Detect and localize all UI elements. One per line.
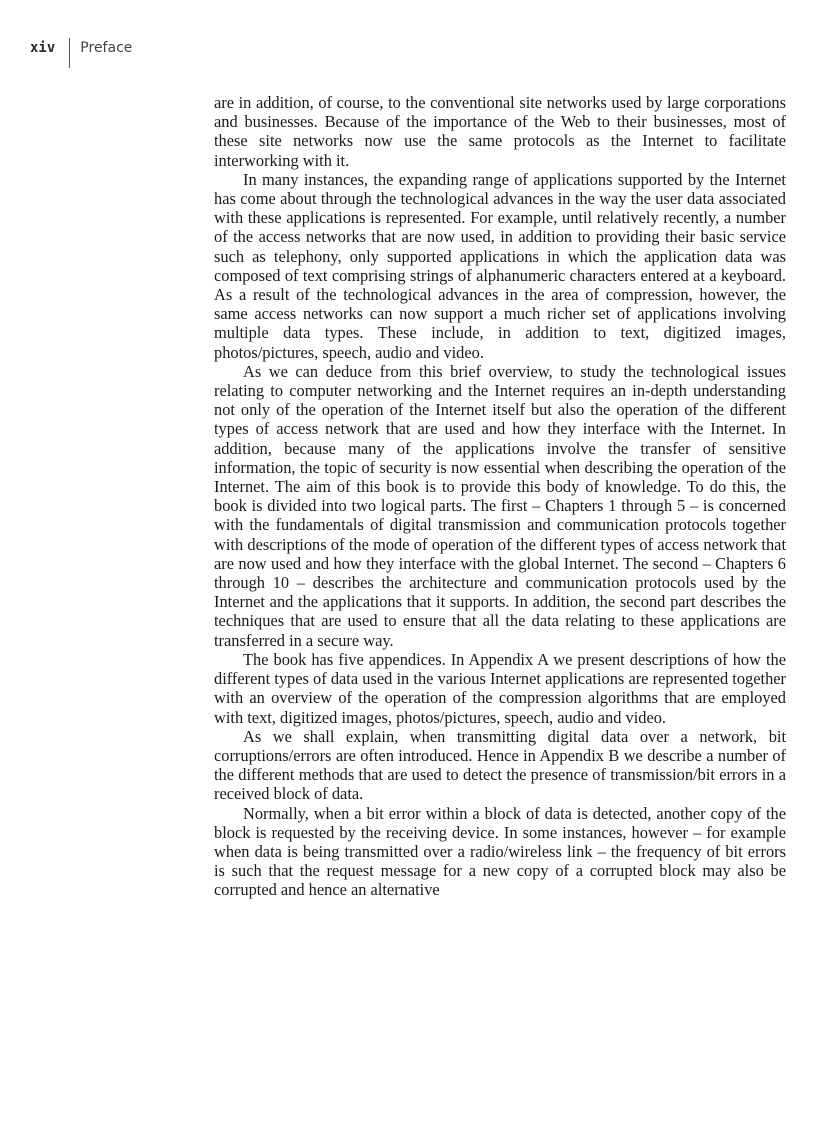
paragraph: As we can deduce from this brief overview, to study the technological issues relating to computer networking and the Internet requires an in-depth understanding not only of the operation of the Internet itself but also the operation of the different types of access network that are used and how they interface with the Internet. In addition, because many of the applications involve the transfer of sensitive information, the topic of security is now essential when describing the operation of the Internet. The aim of this book is to provide this body of knowledge. To do this, the book is divided into two logical parts. The first – Chapters 1 through 5 – is concerned with the fundamentals of digital transmission and communication protocols together with descriptions of the mode of operation of the different types of access network that are now used and how they interface with the global Internet. The second – Chapters 6 through 10 – describes the architecture and communication protocols used by the Internet and the applications that it supports. In addition, the second part describes the techniques that are used to ensure that all the data relating to these applications are transferred in a secure way. (214, 361, 786, 650)
paragraph: The book has five appendices. In Appendix A we present descriptions of how the different types of data used in the various Internet applications are represented together with an overview of the operation of the compression algorithms that are employed with text, digitized images, photos/pictures, speech, audio and video. (214, 649, 786, 727)
paragraph: are in addition, of course, to the conventional site networks used by large corporations and businesses. Because of the importance of the Web to their businesses, most of these site networks now use the same protocols as the Internet to facilitate interworking with it. (214, 93, 786, 170)
paragraph: As we shall explain, when transmitting digital data over a network, bit corruptions/errors are often introduced. Hence in Appendix B we describe a number of the different methods that are used to detect the presence of transmission/bit errors in a received block of data. (214, 726, 786, 804)
running-head (30, 38, 132, 68)
paragraph: In many instances, the expanding range of applications supported by the Internet has come about through the technological advances in the way the user data associated with these applications is represented. For example, until relatively recently, a number of the access networks that are now used, in addition to providing their basic service such as telephony, only supported applications in which the application data was composed of text comprising strings of alphanumeric characters entered at a keyboard. As a result of the technological advances in the area of compression, however, the same access networks can now support a much richer set of applications involving multiple data types. These include, in addition to text, digitized images, photos/pictures, speech, audio and video. (214, 169, 786, 362)
header-divider (69, 38, 70, 68)
body-text (214, 93, 786, 900)
paragraph: Normally, when a bit error within a block of data is detected, another copy of the block is requested by the receiving device. In some instances, however – for example when data is being transmitted over a radio/wireless link – the frequency of bit errors is such that the request message for a new copy of a corrupted block may also be corrupted and hence an alternative (214, 803, 786, 900)
page-number: xiv (30, 40, 56, 56)
section-title: Preface (80, 40, 133, 56)
